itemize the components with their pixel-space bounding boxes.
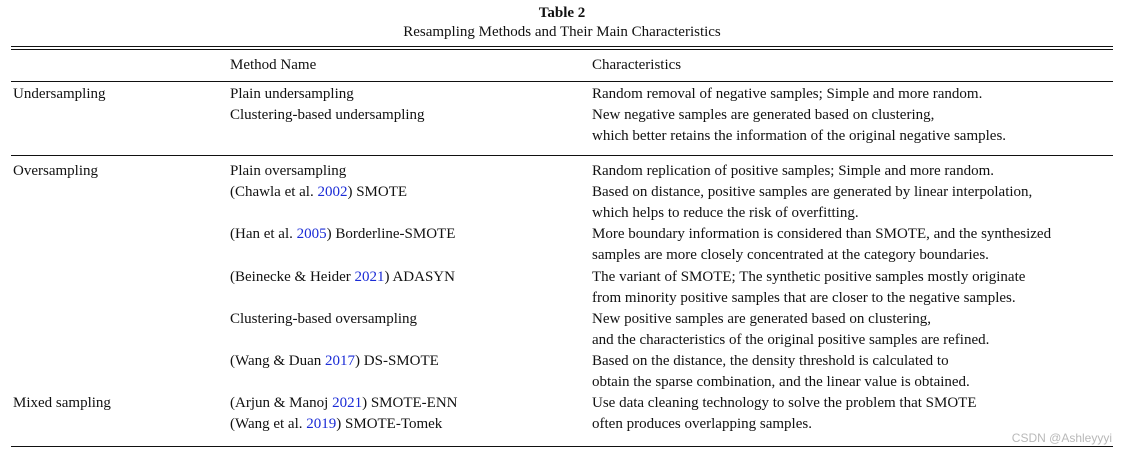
char-smote-enn — [592, 393, 977, 414]
citation-prefix: (Han et al. — [230, 226, 297, 242]
top-rule-1 — [11, 46, 1113, 47]
method-plain-oversampling: Plain oversampling — [230, 163, 347, 179]
char-line: Random removal of negative samples; Simple and more random. — [592, 86, 983, 102]
header-characteristics: Characteristics — [592, 57, 682, 73]
char-line: which better retains the information of the original negative samples. — [592, 128, 1007, 144]
bottom-rule — [11, 446, 1113, 447]
header-rule — [11, 81, 1113, 82]
header-method: Method Name — [230, 57, 317, 73]
table-caption-subtitle: Resampling Methods and Their Main Characteristics — [403, 24, 721, 40]
char-plain-undersampling — [592, 84, 982, 105]
char-plain-oversampling — [592, 161, 994, 182]
table-caption-title: Table 2 — [538, 5, 586, 21]
top-rule-2 — [11, 49, 1113, 50]
group-oversampling: Oversampling — [13, 163, 98, 179]
method-label: ) Borderline-SMOTE — [326, 226, 456, 242]
citation-year-link[interactable]: 2021 — [332, 395, 363, 411]
char-line: and the characteristics of the original positive samples are refined. — [592, 332, 990, 348]
method-adasyn — [230, 267, 455, 288]
char-line: Use data cleaning technology to solve the problem that SMOTE — [592, 395, 977, 411]
method-label: ) SMOTE-Tomek — [336, 416, 443, 432]
char-line: which helps to reduce the risk of overfitting. — [592, 205, 859, 221]
method-smote — [230, 182, 407, 203]
char-line: samples are more closely concentrated at the category boundaries. — [592, 247, 989, 263]
method-ds-smote — [230, 351, 439, 372]
char-smote — [592, 182, 1032, 224]
method-plain-undersampling: Plain undersampling — [230, 86, 354, 102]
method-label: ) DS-SMOTE — [355, 353, 439, 369]
citation-year-link[interactable]: 2002 — [317, 184, 348, 200]
method-label: ) SMOTE-ENN — [362, 395, 458, 411]
char-line: Based on the distance, the density threshold is calculated to — [592, 353, 949, 369]
method-smote-tomek — [230, 414, 442, 435]
citation-prefix: (Wang et al. — [230, 416, 307, 432]
char-line: Based on distance, positive samples are generated by linear interpolation, — [592, 184, 1033, 200]
citation-year-link[interactable]: 2019 — [306, 416, 337, 432]
group-mixed-sampling: Mixed sampling — [13, 395, 111, 411]
method-clustering-oversampling: Clustering-based oversampling — [230, 311, 418, 327]
char-line: The variant of SMOTE; The synthetic positive samples mostly originate — [592, 269, 1026, 285]
char-clustering-oversampling — [592, 309, 989, 351]
char-adasyn — [592, 267, 1025, 309]
char-line: More boundary information is considered than SMOTE, and the synthesized — [592, 226, 1052, 242]
char-line: from minority positive samples that are closer to the negative samples. — [592, 290, 1016, 306]
citation-year-link[interactable]: 2005 — [296, 226, 327, 242]
char-line: New positive samples are generated based on clustering, — [592, 311, 932, 327]
char-borderline-smote — [592, 224, 1051, 266]
char-ds-smote — [592, 351, 970, 393]
char-smote-tomek — [592, 414, 812, 435]
mid-rule — [11, 155, 1113, 156]
method-label: ) ADASYN — [384, 269, 455, 285]
char-line: New negative samples are generated based on clustering, — [592, 107, 935, 123]
citation-prefix: (Wang & Duan — [230, 353, 326, 369]
char-line: obtain the sparse combination, and the linear value is obtained. — [592, 374, 970, 390]
method-label: ) SMOTE — [347, 184, 408, 200]
method-smote-enn — [230, 393, 457, 414]
citation-prefix: (Beinecke & Heider — [230, 269, 355, 285]
group-undersampling: Undersampling — [13, 86, 106, 102]
citation-prefix: (Chawla et al. — [230, 184, 318, 200]
citation-prefix: (Arjun & Manoj — [230, 395, 333, 411]
citation-year-link[interactable]: 2017 — [325, 353, 356, 369]
citation-year-link[interactable]: 2021 — [354, 269, 385, 285]
method-borderline-smote — [230, 224, 455, 245]
char-line: often produces overlapping samples. — [592, 416, 812, 432]
method-clustering-undersampling: Clustering-based undersampling — [230, 107, 425, 123]
watermark: CSDN @Ashleyyyi — [1011, 431, 1112, 445]
char-clustering-undersampling — [592, 105, 1006, 147]
char-line: Random replication of positive samples; Simple and more random. — [592, 163, 995, 179]
